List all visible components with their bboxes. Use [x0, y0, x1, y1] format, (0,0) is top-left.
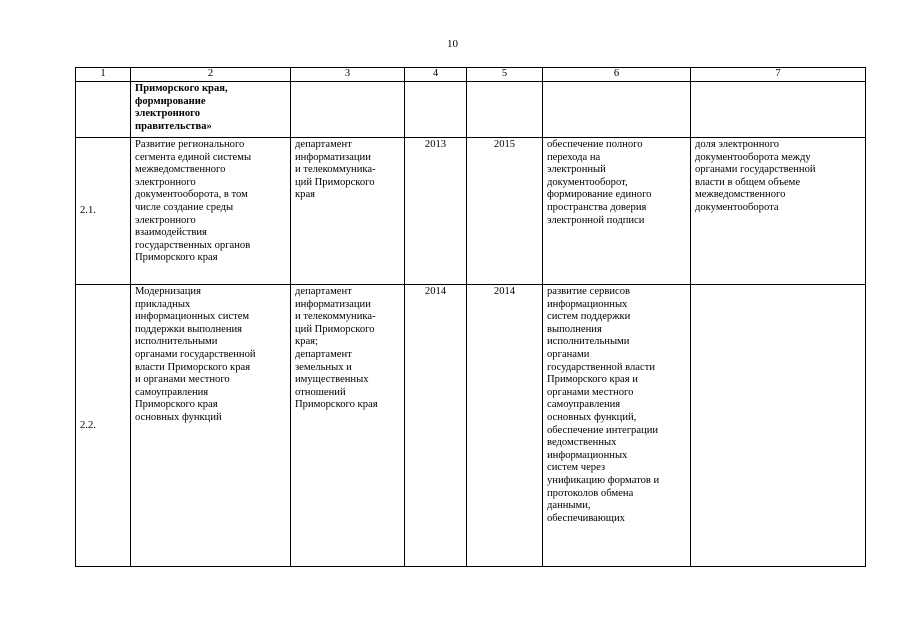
end-year-cell [467, 82, 543, 138]
executor-cell [291, 82, 405, 138]
expected-result: развитие сервисов информационных систем поддержки выполнения исполнительными органами государственной власти Приморского края и органами местного самоуправления основных функций, обеспечение интеграции ведомственных информационных систем через унификацию форматов и протоколов обмена данными, обеспечивающих [547, 286, 660, 524]
header-row [76, 68, 866, 82]
column-header: 3 [291, 68, 405, 82]
column-header: 7 [691, 68, 866, 82]
indicator-cell [691, 285, 866, 567]
table-row [76, 82, 866, 138]
executor: департамент информатизации и телекоммуника- ций Приморского края [295, 139, 376, 201]
indicator-cell [691, 82, 866, 138]
measure-name-cell [131, 82, 291, 138]
end-year: 2014 [493, 286, 516, 297]
end-year: 2015 [493, 139, 516, 150]
row-number-text: 2.1. [80, 205, 96, 217]
table-row [76, 138, 866, 285]
column-header: 6 [543, 68, 691, 82]
row-number [76, 138, 131, 285]
row-number [76, 285, 131, 567]
indicator: доля электронного документооборота между органами государственной власти в общем объеме межведомственного документооборота [695, 139, 816, 213]
result-cell [543, 82, 691, 138]
executor-cell [291, 285, 405, 567]
row-number [76, 82, 131, 138]
end-year-cell [467, 285, 543, 567]
executor: департамент информатизации и телекоммуника- ций Приморского края; департамент земельных и имущественных отношений Приморского края [295, 286, 378, 411]
result-cell [543, 138, 691, 285]
start-year-cell [405, 82, 467, 138]
measure-name: Модернизация прикладных информационных систем поддержки выполнения исполнительными органами государственной власти Приморского края и органами местного самоуправления Приморского края основных функций [135, 286, 256, 423]
measure-name: Приморского края, формирование электронного правительства» [135, 83, 228, 132]
result-cell [543, 285, 691, 567]
column-header: 2 [131, 68, 291, 82]
executor-cell [291, 138, 405, 285]
expected-result: обеспечение полного перехода на электронный документооборот, формирование единого пространства доверия электронной подписи [547, 139, 652, 226]
column-header: 5 [467, 68, 543, 82]
start-year-cell [405, 138, 467, 285]
measure-name: Развитие регионального сегмента единой системы межведомственного электронного документооборота, в том числе создание среды электронного взаимодействия государственных органов Приморского края [135, 139, 252, 264]
measure-name-cell [131, 138, 291, 285]
start-year: 2013 [424, 139, 447, 150]
end-year-cell [467, 138, 543, 285]
column-header: 4 [405, 68, 467, 82]
indicator-cell [691, 138, 866, 285]
start-year-cell [405, 285, 467, 567]
measure-name-cell [131, 285, 291, 567]
page-number: 10 [447, 38, 458, 50]
program-table [75, 67, 866, 567]
table-row [76, 285, 866, 567]
row-number-text: 2.2. [80, 419, 96, 431]
column-header: 1 [76, 68, 131, 82]
start-year: 2014 [424, 286, 447, 297]
